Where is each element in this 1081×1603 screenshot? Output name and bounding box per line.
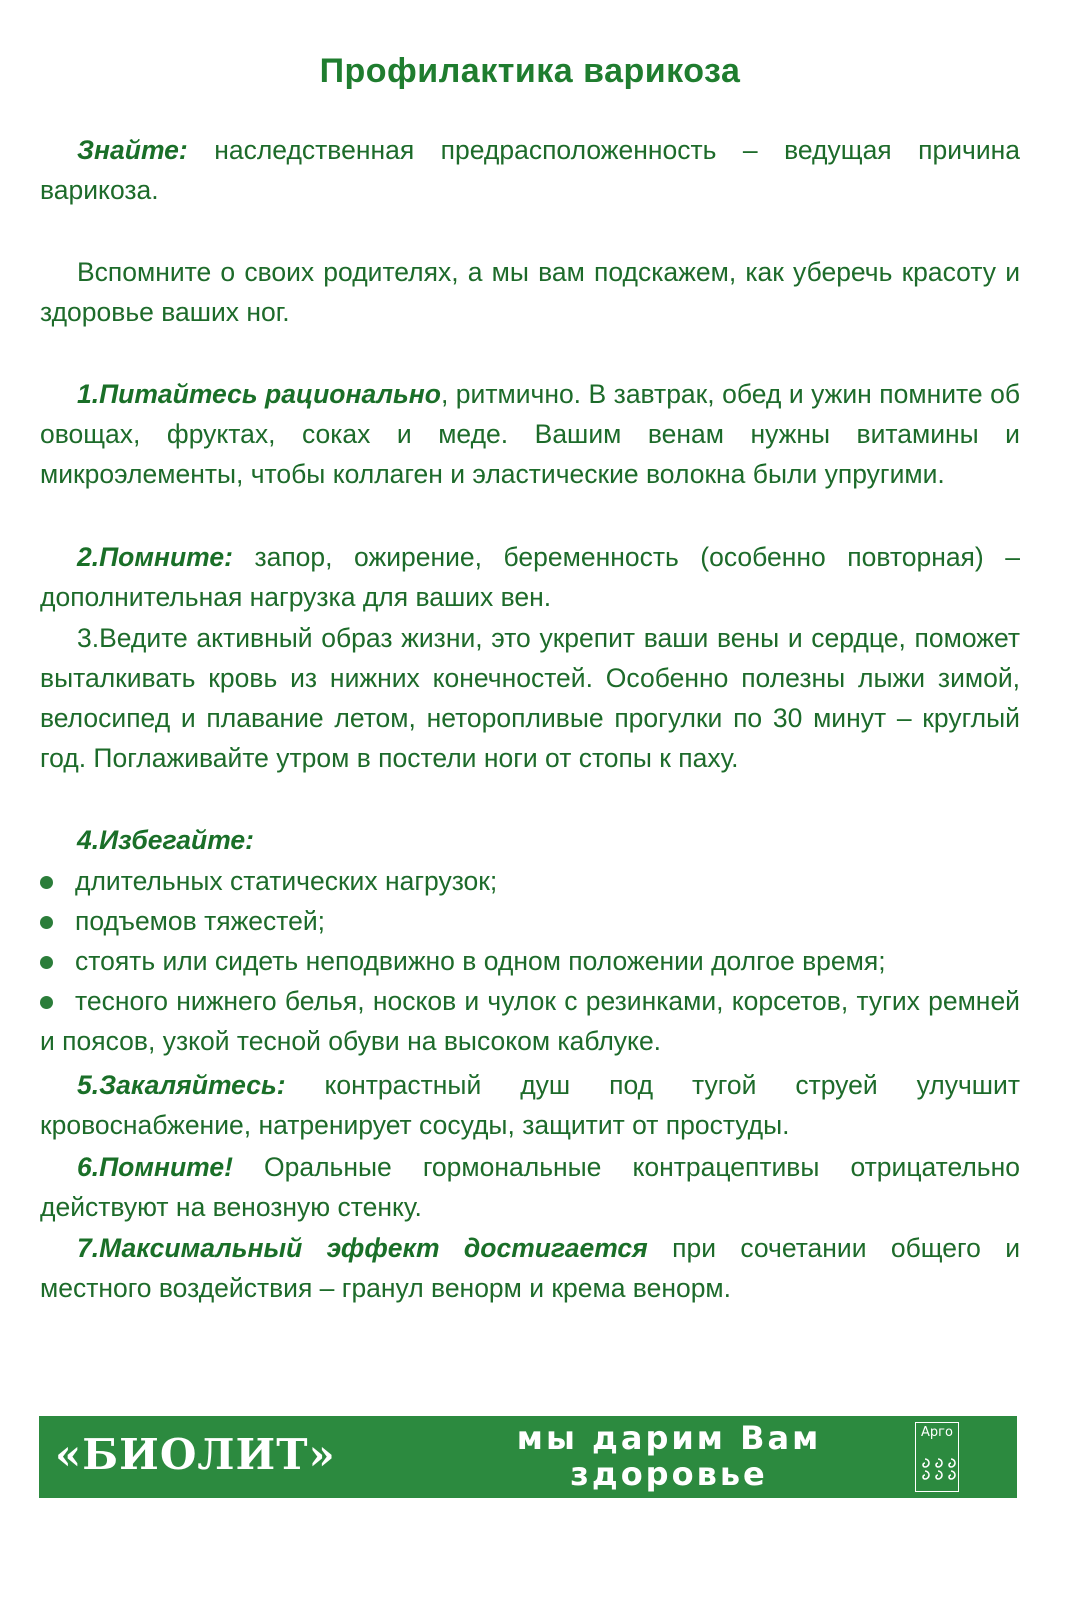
remember-parents-paragraph [40,252,1020,332]
tip-6-paragraph [40,1147,1020,1227]
avoid-list [40,861,1020,1061]
brand-name: «БИОЛИТ» [55,1430,336,1479]
avoid-item: тесного нижнего белья, носков и чулок с резинками, корсетов, тугих ремней и поясов, узкой тесной обуви на высоком каблуке. [40,986,1020,1056]
tip-7-text: при сочетании общего и местного воздействия – гранул венорм и крема венорм. [40,1233,1020,1303]
bullet-icon [40,876,53,889]
bullet-icon [40,956,53,969]
slogan [399,1420,939,1492]
spiral-logo-icon [919,1451,957,1485]
page-title: Профилактика варикоза [319,52,741,90]
intro-paragraph [40,130,1020,210]
brand-banner [39,1416,1017,1498]
bullet-icon [40,916,53,929]
tip-2-paragraph [40,537,1020,617]
tip-6-label: 6.Помните! [77,1152,233,1182]
intro-label: Знайте: [77,135,188,165]
tip-7-label: 7.Максимальный эффект достигается [77,1233,648,1263]
remember-parents-text: Вспомните о своих родителях, а мы вам подскажем, как уберечь красоту и здоровье ваших ног. [40,257,1020,327]
tip-2-label: 2.Помните: [77,542,233,572]
tip-1-label: 1.Питайтесь рационально [77,379,441,409]
bullet-icon [40,996,53,1009]
tip-5-paragraph [40,1065,1020,1145]
tip-5-label: 5.Закаляйтесь: [77,1070,286,1100]
slogan-line-2: здоровье [570,1455,768,1493]
tip-1-text: , ритмично. В завтрак, обед и ужин помните об овощах, фруктах, соках и меде. Вашим венам нужны витамины и микроэлементы, чтобы коллаген и эластические волокна были упругими. [40,379,1020,489]
tip-4-label: 4.Избегайте: [77,825,254,855]
tip-7-paragraph [40,1228,1020,1308]
intro-text: наследственная предрасположенность – ведущая причина варикоза. [40,135,1020,205]
avoid-item: стоять или сидеть неподвижно в одном положении долгое время; [40,941,1020,981]
tip-3-paragraph [40,618,1020,778]
avoid-item: длительных статических нагрузок; [40,861,1020,901]
argo-logo [915,1422,959,1492]
tip-5-text: контрастный душ под тугой струей улучшит кровоснабжение, натренирует сосуды, защитит от простуды. [40,1070,1020,1140]
tip-4-heading [40,820,1020,860]
tip-1-paragraph [40,374,1020,494]
slogan-line-1: мы дарим Вам [516,1419,822,1457]
tip-3-text: 3.Ведите активный образ жизни, это укрепит ваши вены и сердце, поможет выталкивать кровь из нижних конечностей. Особенно полезны лыжи зимой, велосипед и плавание летом, неторопливые прогулки по 30 минут – круглый год. Поглаживайте утром в постели ноги от стопы к паху. [40,623,1020,773]
tip-2-text: запор, ожирение, беременность (особенно повторная) – дополнительная нагрузка для ваших вен. [40,542,1020,612]
tip-6-text: Оральные гормональные контрацептивы отрицательно действуют на венозную стенку. [40,1152,1020,1222]
avoid-item: подъемов тяжестей; [40,901,1020,941]
logo-text: Арго [921,1425,953,1440]
